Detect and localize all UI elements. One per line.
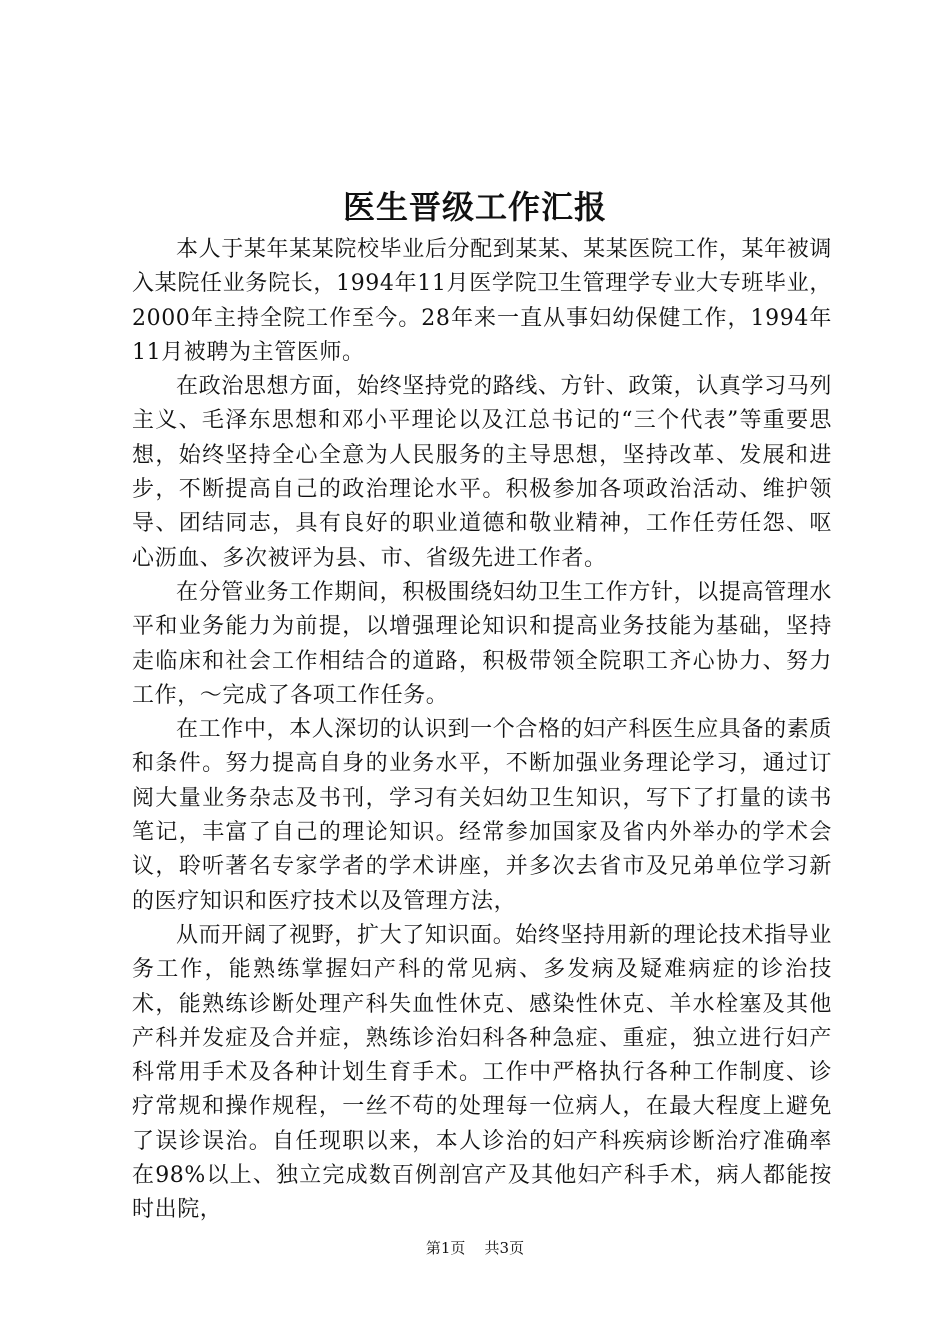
page-total: 共3页 <box>484 1239 525 1257</box>
page-number: 第1页 <box>425 1239 466 1257</box>
paragraph: 从而开阔了视野，扩大了知识面。始终坚持用新的理论技术指导业务工作，能熟练掌握妇产科的常见病、多发病及疑难病症的诊治技术，能熟练诊断处理产科失血性休克、感染性休克、羊水栓塞及其他产科并发症及合并症，熟练诊治妇科各种急症、重症，独立进行妇产科常用手术及各种计划生育手术。工作中严格执行各种工作制度、诊疗常规和操作规程，一丝不苟的处理每一位病人，在最大程度上避免了误诊误治。自任现职以来，本人诊治的妇产科疾病诊断治疗准确率在98%以上、独立完成数百例剖宫产及其他妇产科手术，病人都能按时出院， <box>132 922 832 1223</box>
document-title: 医生晋级工作汇报 <box>342 188 607 226</box>
paragraph: 在工作中，本人深切的认识到一个合格的妇产科医生应具备的素质和条件。努力提高自身的业务水平，不断加强业务理论学习，通过订阅大量业务杂志及书刊，学习有关妇幼卫生知识，写下了打量的读书笔记，丰富了自己的理论知识。经常参加国家及省内外举办的学术会议，聆听著名专家学者的学术讲座，并多次去省市及兄弟单位学习新的医疗知识和医疗技术以及管理方法， <box>132 717 832 914</box>
footer-spacer <box>470 1239 480 1257</box>
paragraph: 在分管业务工作期间，积极围绕妇幼卫生工作方针，以提高管理水平和业务能力为前提，以增强理论知识和提高业务技能为基础，坚持走临床和社会工作相结合的道路，积极带领全院职工齐心协力、努力工作，～完成了各项工作任务。 <box>132 579 832 708</box>
page-footer <box>0 1238 950 1258</box>
paragraph: 本人于某年某某院校毕业后分配到某某、某某医院工作，某年被调入某院任业务院长，1994年11月医学院卫生管理学专业大专班毕业，2000年主持全院工作至今。28年来一直从事妇幼保健工作，1994年11月被聘为主管医师。 <box>132 237 832 365</box>
paragraph: 在政治思想方面，始终坚持党的路线、方针、政策，认真学习马列主义、毛泽东思想和邓小平理论以及江总书记的“三个代表”等重要思想，始终坚持全心全意为人民服务的主导思想，坚持改革、发展和进步，不断提高自己的政治理论水平。积极参加各项政治活动、维护领导、团结同志，具有良好的职业道德和敬业精神，工作任劳任怨、呕心沥血、多次被评为县、市、省级先进工作者。 <box>132 374 832 571</box>
document-body <box>132 233 832 1228</box>
